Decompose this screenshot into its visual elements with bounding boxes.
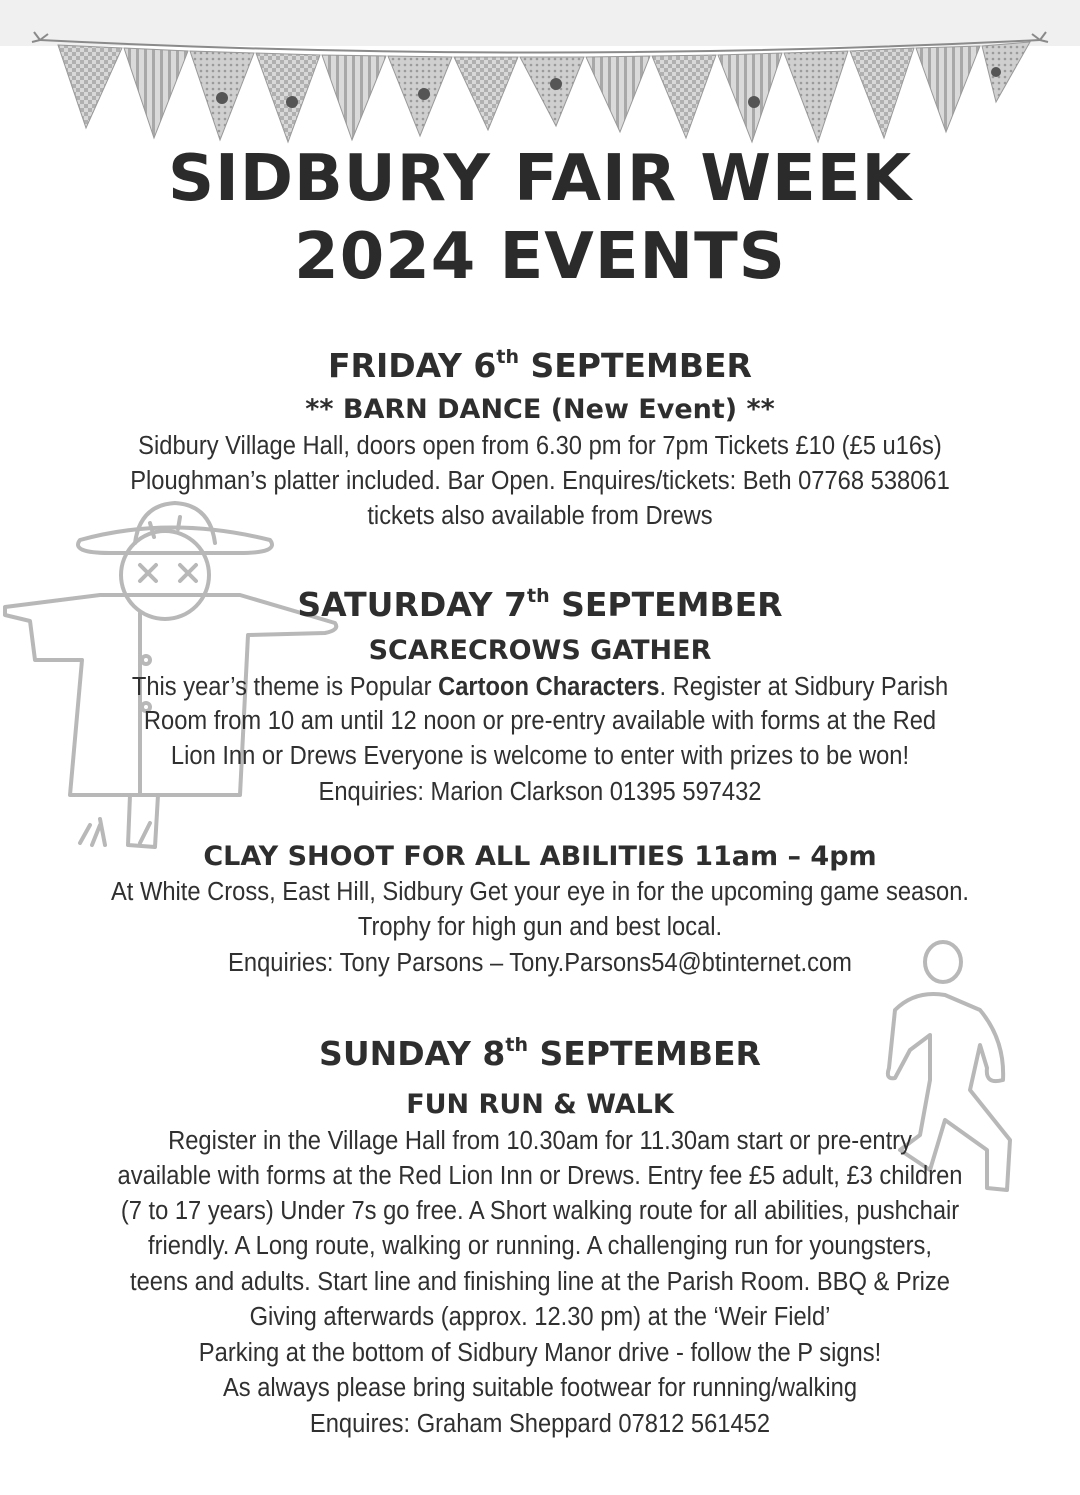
event-text-line: Enquiries: Marion Clarkson 01395 597432 xyxy=(318,778,762,806)
event-text-line: Sidbury Village Hall, doors open from 6.30 pm for 7pm Tickets £10 (£5 u16s) xyxy=(138,432,942,460)
event-text-line: Parking at the bottom of Sidbury Manor drive - follow the P signs! xyxy=(198,1339,882,1367)
event-text-line: teens and adults. Start line and finishing line at the Parish Room. BBQ & Prize xyxy=(130,1268,950,1296)
event-text-line: Giving afterwards (approx. 12.30 pm) at the ‘Weir Field’ xyxy=(249,1303,831,1331)
event-heading-clay-shoot: CLAY SHOOT FOR ALL ABILITIES 11am – 4pm xyxy=(203,841,877,872)
event-heading-barn-dance: ** BARN DANCE (New Event) ** xyxy=(305,394,775,425)
day-heading-sunday: SUNDAY 8th SEPTEMBER xyxy=(319,1034,761,1073)
event-text-line: Ploughman’s platter included. Bar Open. Enquires/tickets: Beth 07768 538061 xyxy=(130,467,950,495)
event-text-line: tickets also available from Drews xyxy=(367,502,713,530)
event-text-line: As always please bring suitable footwear for running/walking xyxy=(222,1374,858,1402)
event-text-line: Enquiries: Tony Parsons – Tony.Parsons54@btinternet.com xyxy=(228,949,852,977)
event-text-line: (7 to 17 years) Under 7s go free. A Short walking route for all abilities, pushchair xyxy=(120,1197,960,1225)
event-text-line: available with forms at the Red Lion Inn or Drews. Entry fee £5 adult, £3 children xyxy=(117,1162,963,1190)
event-text-line: At White Cross, East Hill, Sidbury Get your eye in for the upcoming game season. xyxy=(110,878,970,906)
poster-title-line-1: SIDBURY FAIR WEEK xyxy=(167,142,913,216)
event-text-line: Trophy for high gun and best local. xyxy=(357,913,723,941)
event-text-line: Register in the Village Hall from 10.30am for 11.30am start or pre-entry xyxy=(168,1127,912,1155)
event-heading-fun-run: FUN RUN & WALK xyxy=(406,1089,674,1120)
poster-title-line-2: 2024 EVENTS xyxy=(294,220,786,294)
event-text-line: friendly. A Long route, walking or running. A challenging run for youngsters, xyxy=(148,1232,932,1260)
event-text-line: This year’s theme is Popular Cartoon Characters. Register at Sidbury Parish xyxy=(131,673,949,701)
day-heading-saturday: SATURDAY 7th SEPTEMBER xyxy=(297,585,783,624)
theme-highlight: Cartoon Characters xyxy=(438,673,660,701)
bunting-flags-icon xyxy=(0,20,1080,150)
event-heading-scarecrows: SCARECROWS GATHER xyxy=(368,635,712,666)
day-heading-friday: FRIDAY 6th SEPTEMBER xyxy=(328,346,752,385)
event-text-line: Room from 10 am until 12 noon or pre-entry available with forms at the Red xyxy=(143,707,937,735)
event-text-line: Enquires: Graham Sheppard 07812 561452 xyxy=(309,1410,771,1438)
event-text-line: Lion Inn or Drews Everyone is welcome to enter with prizes to be won! xyxy=(170,742,910,770)
